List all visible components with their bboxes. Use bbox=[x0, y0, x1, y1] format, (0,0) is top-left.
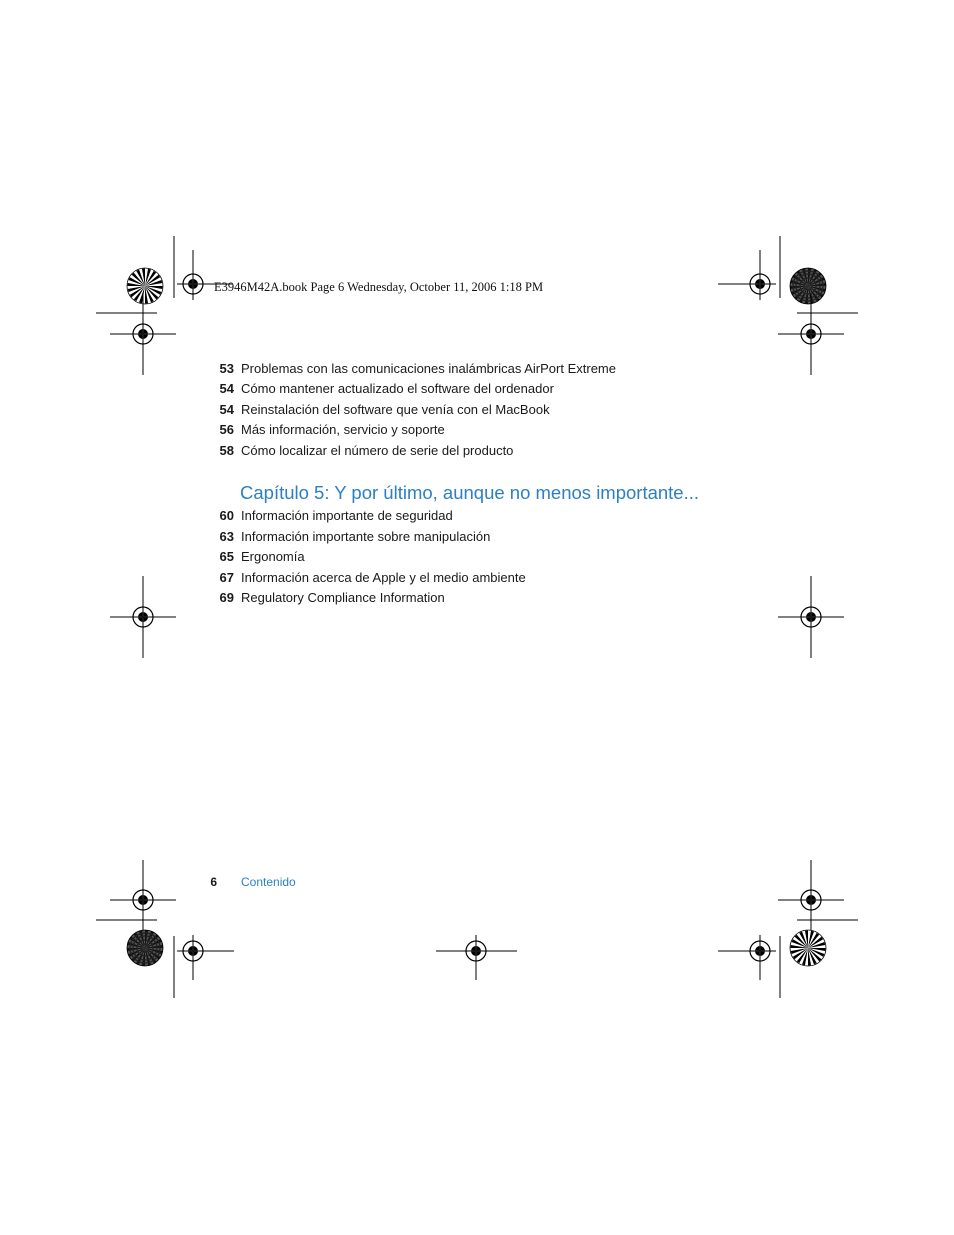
toc-page-number: 56 bbox=[219, 422, 234, 437]
chapter-heading[interactable]: Capítulo 5: Y por último, aunque no menos importante... bbox=[240, 482, 700, 503]
toc-entry-title: Cómo mantener actualizado el software del ordenador bbox=[241, 381, 554, 396]
toc-page-number: 58 bbox=[219, 443, 234, 458]
toc-entry-title: Ergonomía bbox=[241, 549, 305, 564]
toc-entry-title: Información importante de seguridad bbox=[241, 508, 453, 523]
toc-page-number: 69 bbox=[219, 590, 234, 605]
toc-entry-title: Información acerca de Apple y el medio ambiente bbox=[241, 570, 526, 585]
starburst-icon bbox=[790, 268, 826, 304]
toc-page-number: 60 bbox=[219, 508, 234, 523]
toc-entry-title: Reinstalación del software que venía con el MacBook bbox=[241, 402, 550, 417]
toc-page-number: 63 bbox=[219, 529, 234, 544]
footer-section-label: Contenido bbox=[241, 875, 296, 889]
toc-entry-title: Problemas con las comunicaciones inalámbricas AirPort Extreme bbox=[241, 361, 616, 376]
footer-page-number: 6 bbox=[210, 875, 217, 889]
starburst-icon bbox=[790, 930, 826, 966]
toc-entry-title: Regulatory Compliance Information bbox=[241, 590, 445, 605]
toc-page-number: 53 bbox=[219, 361, 234, 376]
toc-page-number: 54 bbox=[219, 402, 234, 417]
toc-page-number: 65 bbox=[219, 549, 234, 564]
print-slug: E3946M42A.book Page 6 Wednesday, October 11, 2006 1:18 PM bbox=[214, 280, 544, 294]
toc-entry-title: Cómo localizar el número de serie del producto bbox=[241, 443, 514, 458]
starburst-icon bbox=[127, 930, 163, 966]
starburst-icon bbox=[127, 268, 163, 304]
toc-entry-title: Más información, servicio y soporte bbox=[241, 422, 445, 437]
toc-entry-title: Información importante sobre manipulación bbox=[241, 529, 491, 544]
toc-page-number: 54 bbox=[219, 381, 234, 396]
toc-page-number: 67 bbox=[219, 570, 234, 585]
